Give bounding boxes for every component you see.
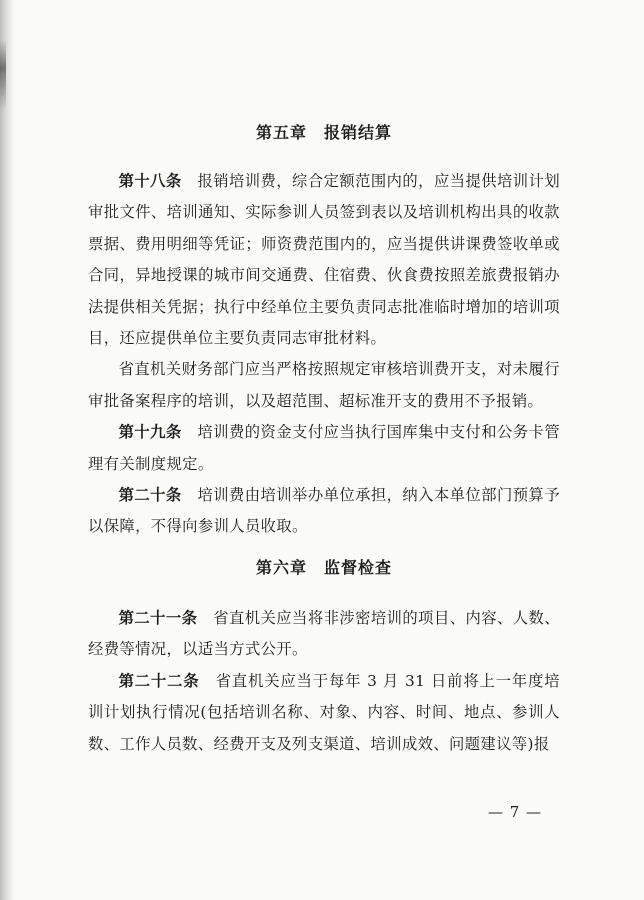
article-20-text: 培训费由培训举办单位承担，纳入本单位部门预算予以保障，不得向参训人员收取。: [88, 486, 561, 536]
scan-edge-mark: [0, 40, 6, 110]
article-18-text-1: 报销培训费，综合定额范围内的，应当提供培训计划审批文件、培训通知、实际参训人员签到表以及培训机构出具的收款票据、费用明细等凭证；师资费范围内的，应当提供讲课费签收单或合同，异地授课的城市间交通费、住宿费、伙食费按照差旅费报销办法提供相关凭据；执行中经单位主要负责同志批准临时增加的培训项目，还应提供单位主要负责同志审批材料。: [88, 172, 561, 348]
article-21-label: 第二十一条: [118, 608, 198, 627]
chapter-6-heading: 第六章 监督检查: [255, 557, 392, 577]
article-19-paragraph: [88, 417, 560, 480]
article-20-paragraph: [88, 480, 560, 543]
article-19-label: 第十九条: [118, 423, 182, 442]
article-18-paragraph-1: [88, 166, 560, 354]
article-20-label: 第二十条: [118, 486, 182, 505]
document-body: [88, 118, 560, 760]
page-number: — 7 —: [487, 803, 543, 821]
chapter-5-heading: 第五章 报销结算: [255, 123, 392, 142]
article-18-label: 第十八条: [118, 172, 182, 190]
article-21-paragraph: [88, 603, 560, 666]
article-18-paragraph-2: 省直机关财务部门应当严格按照规定审核培训费开支，对未履行审批备案程序的培训，以及超范围、超标准开支的费用不予报销。: [88, 360, 560, 410]
article-22-label: 第二十二条: [118, 671, 200, 690]
article-22-text: 省直机关应当于每年 3 月 31 日前将上一年度培训计划执行情况(包括培训名称、对象、内容、时间、地点、参训人数、工作人员数、经费开支及列支渠道、培训成效、问题建议等)报: [88, 671, 560, 753]
article-19-text: 培训费的资金支付应当执行国库集中支付和公务卡管理有关制度规定。: [88, 423, 561, 473]
article-21-text: 省直机关应当将非涉密培训的项目、内容、人数、经费等情况，以适当方式公开。: [88, 608, 560, 659]
article-22-paragraph: [88, 666, 560, 760]
scan-left-edge: [0, 0, 16, 900]
